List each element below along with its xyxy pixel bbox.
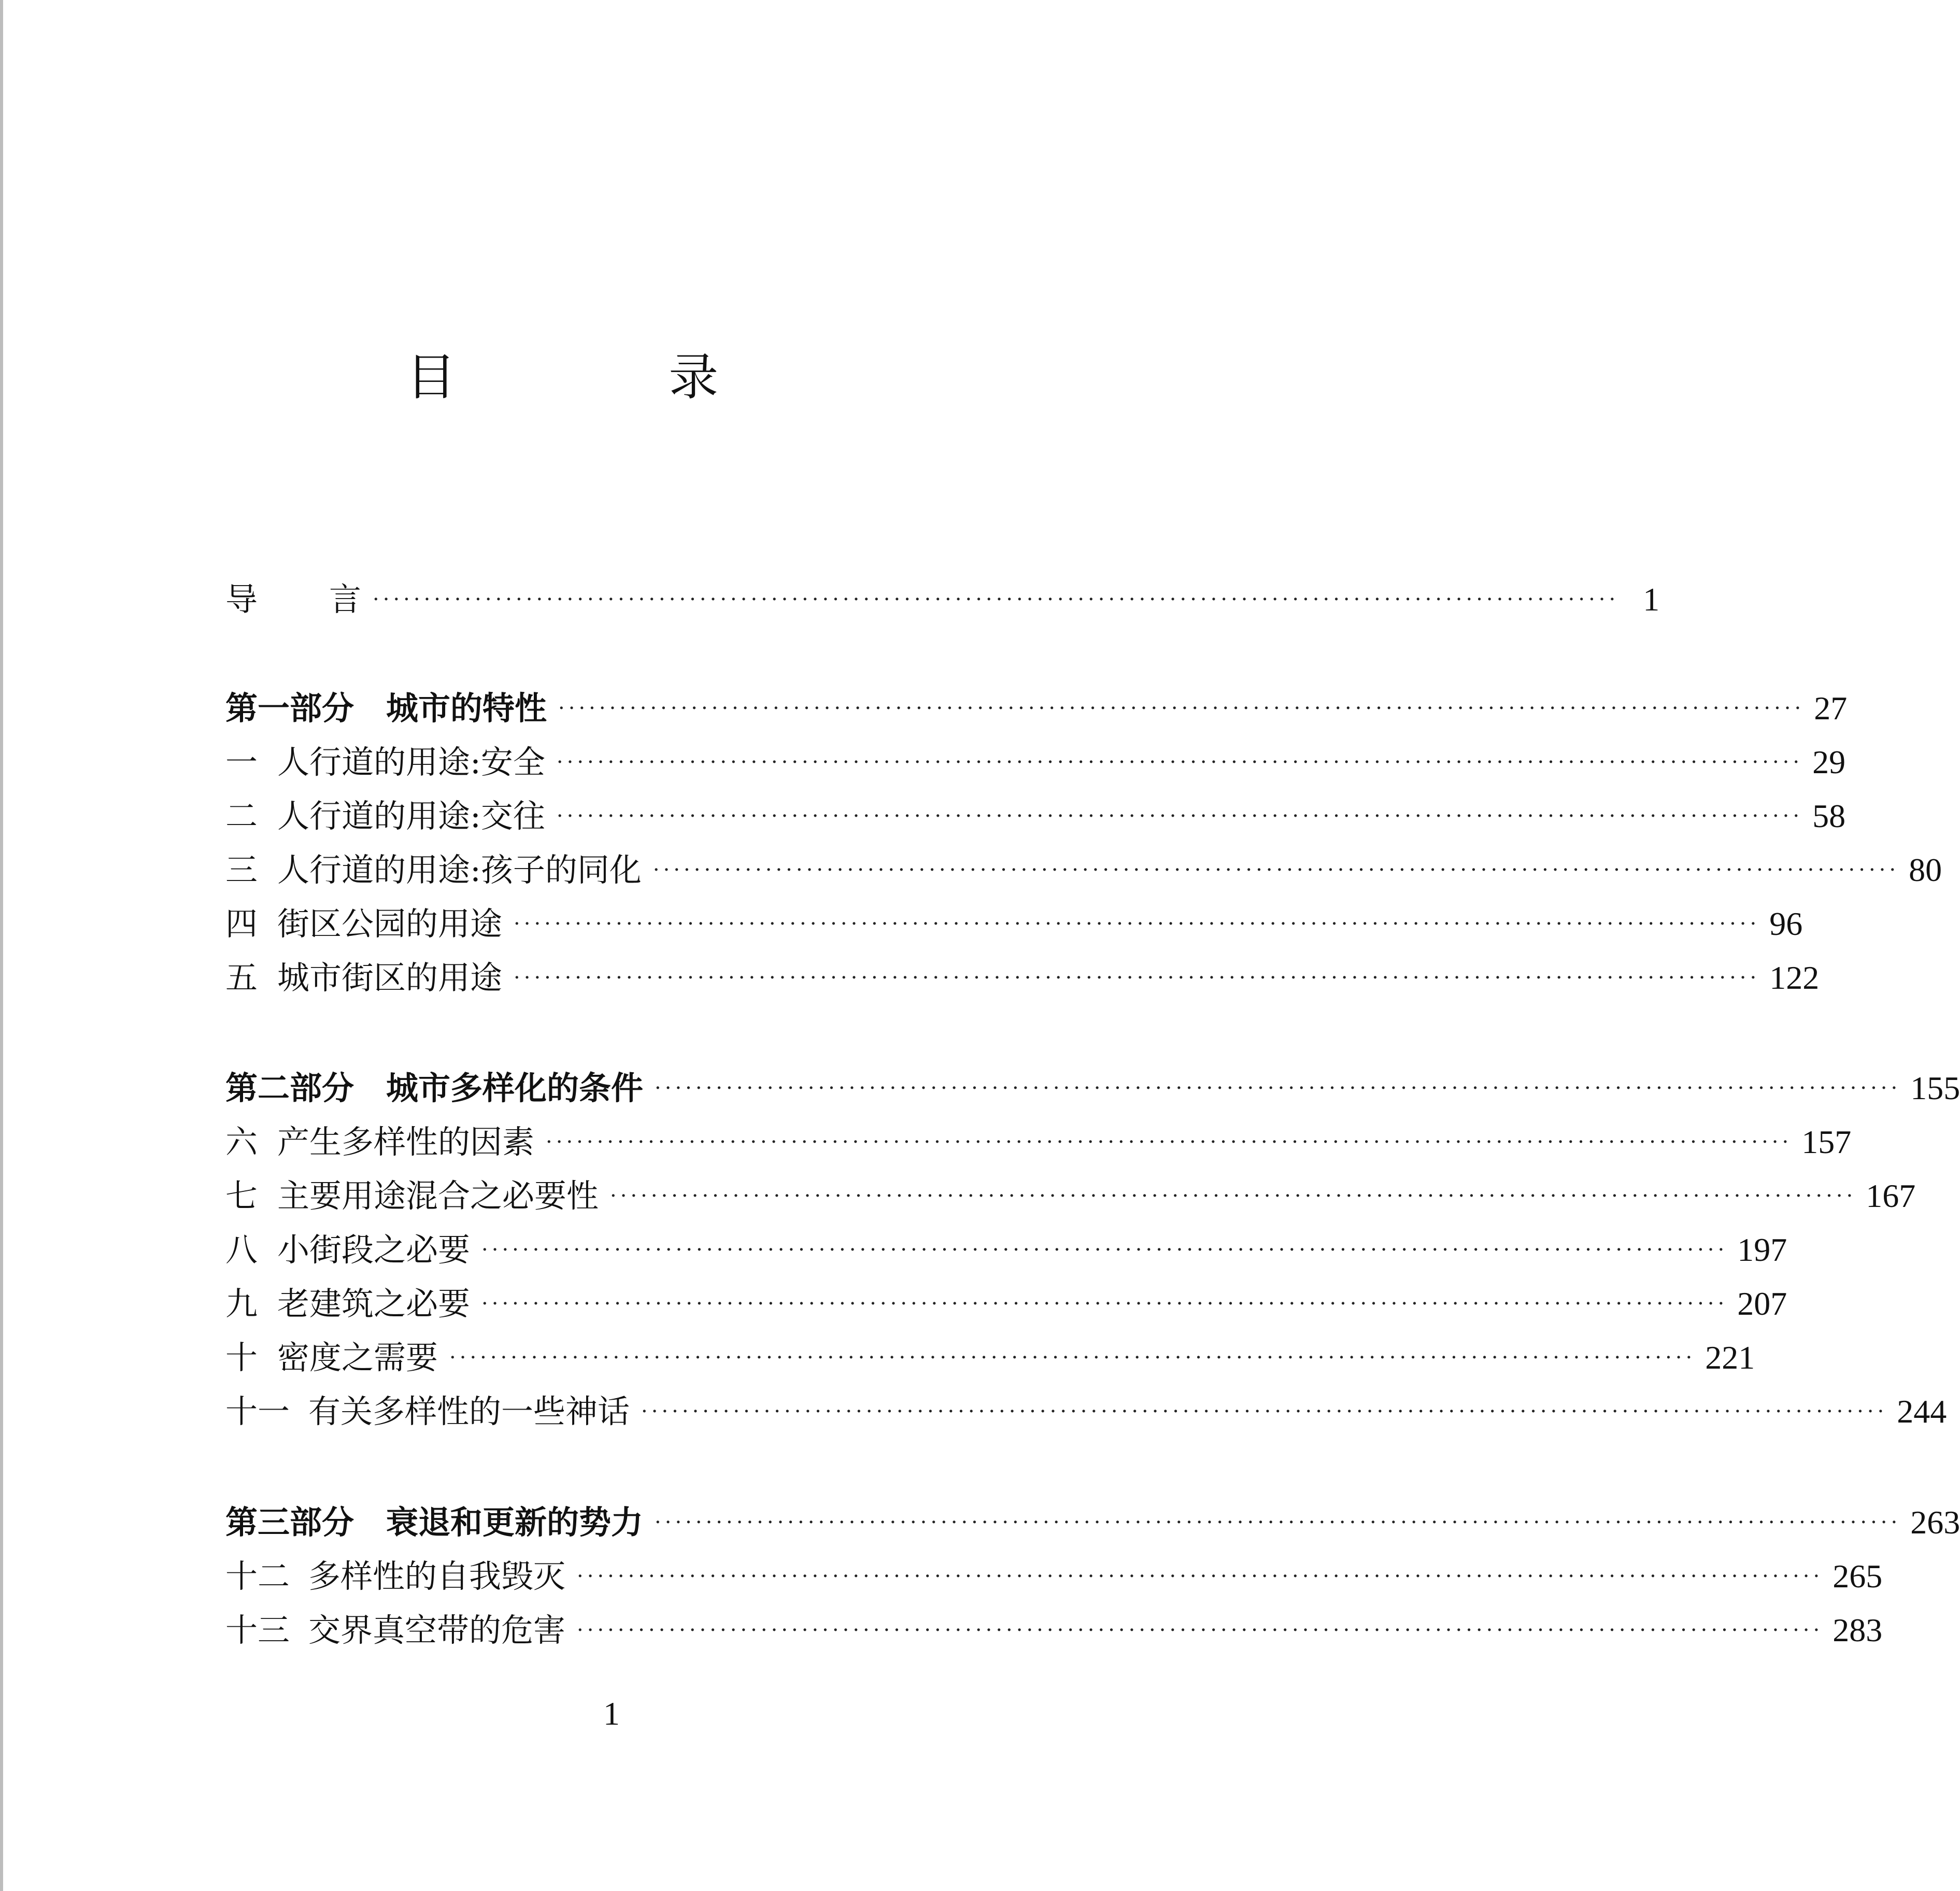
toc-entry-number: 十	[225, 1339, 258, 1376]
toc-entry-chapter-12[interactable]	[225, 1555, 1883, 1598]
toc-entry-number: 七	[225, 1177, 258, 1215]
toc-entry-page: 263	[1910, 1504, 1960, 1541]
toc-leader-dots: ··························································································································	[610, 1184, 1857, 1208]
toc-entry-part-1[interactable]	[225, 687, 1848, 730]
toc-entry-label: 城市街区的用途	[277, 959, 503, 997]
toc-entry-number: 十一	[225, 1392, 290, 1430]
toc-entry-label: 人行道的用途:交往	[277, 797, 545, 835]
toc-entry-label: 有关多样性的一些神话	[308, 1392, 630, 1430]
toc-entry-page: 122	[1769, 959, 1820, 996]
toc-entry-number: 五	[225, 959, 258, 997]
toc-entry-page: 283	[1833, 1612, 1883, 1648]
toc-leader-dots: ··························································································································	[556, 804, 1803, 828]
toc-leader-dots: ··························································································································	[577, 1565, 1824, 1588]
toc-leader-dots: ··························································································································	[546, 1130, 1793, 1154]
toc-entry-chapter-3[interactable]	[225, 848, 1942, 892]
footer-page-number: 1	[603, 1695, 620, 1732]
toc-leader-dots: ··························································································································	[655, 1511, 1901, 1534]
toc-entry-part-3[interactable]	[225, 1501, 1960, 1544]
toc-entry-page: 167	[1866, 1177, 1916, 1214]
toc-leader-dots: ··························································································································	[655, 1076, 1901, 1100]
toc-entry-chapter-8[interactable]	[225, 1228, 1787, 1272]
toc-entry-intro[interactable]	[225, 578, 1660, 621]
toc-entry-part-2[interactable]	[225, 1067, 1960, 1110]
toc-entry-chapter-11[interactable]	[225, 1390, 1947, 1433]
toc-entry-chapter-7[interactable]	[225, 1174, 1916, 1218]
toc-entry-number: 四	[225, 905, 258, 943]
toc-entry-chapter-2[interactable]	[225, 794, 1846, 838]
toc-entry-chapter-6[interactable]	[225, 1120, 1852, 1164]
toc-leader-dots: ··························································································································	[577, 1618, 1824, 1642]
toc-entry-label: 街区公园的用途	[277, 905, 503, 943]
toc-entry-page: 207	[1737, 1285, 1787, 1322]
toc-entry-page: 1	[1643, 581, 1660, 618]
toc-entry-number: 十二	[225, 1557, 290, 1595]
toc-entry-page: 197	[1737, 1231, 1787, 1268]
toc-entry-page: 244	[1897, 1393, 1947, 1430]
toc-leader-dots: ··························································································································	[481, 1292, 1728, 1316]
toc-entry-label: 第一部分 城市的特性	[225, 689, 547, 727]
toc-entry-number: 八	[225, 1231, 258, 1269]
page-edge	[0, 0, 3, 1891]
toc-entry-label: 多样性的自我毁灭	[308, 1557, 566, 1595]
toc-entry-page: 157	[1801, 1124, 1852, 1160]
toc-entry-label: 产生多样性的因素	[277, 1123, 535, 1161]
toc-entry-chapter-5[interactable]	[225, 956, 1820, 1000]
toc-leader-dots: ··························································································································	[652, 858, 1900, 882]
toc-entry-label: 人行道的用途:安全	[277, 743, 545, 781]
toc-leader-dots: ··························································································································	[514, 912, 1760, 936]
toc-entry-page: 265	[1833, 1558, 1883, 1595]
toc-leader-dots: ··························································································································	[641, 1400, 1888, 1424]
toc-entry-number: 一	[225, 743, 258, 781]
toc-entry-label: 第二部分 城市多样化的条件	[225, 1069, 644, 1107]
toc-entry-page: 80	[1909, 851, 1942, 888]
toc-entry-page: 27	[1814, 690, 1848, 727]
toc-entry-label: 言	[329, 580, 362, 618]
toc-entry-chapter-13[interactable]	[225, 1609, 1883, 1652]
toc-entry-label: 第三部分 衰退和更新的势力	[225, 1503, 644, 1541]
toc-leader-dots: ··························································································································	[373, 588, 1620, 612]
toc-leader-dots: ··························································································································	[558, 696, 1805, 720]
toc-entry-page: 155	[1910, 1070, 1960, 1106]
toc-entry-number: 导	[225, 580, 258, 618]
toc-entry-number: 十三	[225, 1611, 290, 1649]
toc-entry-label: 小街段之必要	[277, 1231, 471, 1269]
toc-entry-label: 人行道的用途:孩子的同化	[277, 851, 642, 889]
toc-entry-page: 58	[1812, 798, 1846, 834]
toc-entry-number: 九	[225, 1285, 258, 1323]
toc-leader-dots: ··························································································································	[481, 1238, 1728, 1262]
toc-entry-number: 二	[225, 797, 258, 835]
toc-entry-chapter-9[interactable]	[225, 1282, 1787, 1326]
toc-entry-label: 老建筑之必要	[277, 1285, 471, 1323]
page-title: 目 录	[406, 348, 817, 406]
toc-entry-number: 三	[225, 851, 258, 889]
toc-entry-label: 交界真空带的危害	[308, 1611, 566, 1649]
toc-entry-page: 29	[1812, 744, 1846, 780]
toc-entry-page: 96	[1769, 905, 1803, 942]
toc-leader-dots: ··························································································································	[556, 750, 1803, 774]
toc-entry-chapter-10[interactable]	[225, 1336, 1755, 1380]
toc-entry-label: 密度之需要	[277, 1339, 438, 1376]
toc-entry-chapter-1[interactable]	[225, 741, 1846, 784]
toc-entry-label: 主要用途混合之必要性	[277, 1177, 599, 1215]
toc-leader-dots: ··························································································································	[449, 1346, 1696, 1370]
toc-entry-number: 六	[225, 1123, 258, 1161]
toc-entry-page: 221	[1705, 1339, 1755, 1376]
toc-entry-chapter-4[interactable]	[225, 902, 1803, 946]
toc-leader-dots: ··························································································································	[514, 966, 1760, 990]
